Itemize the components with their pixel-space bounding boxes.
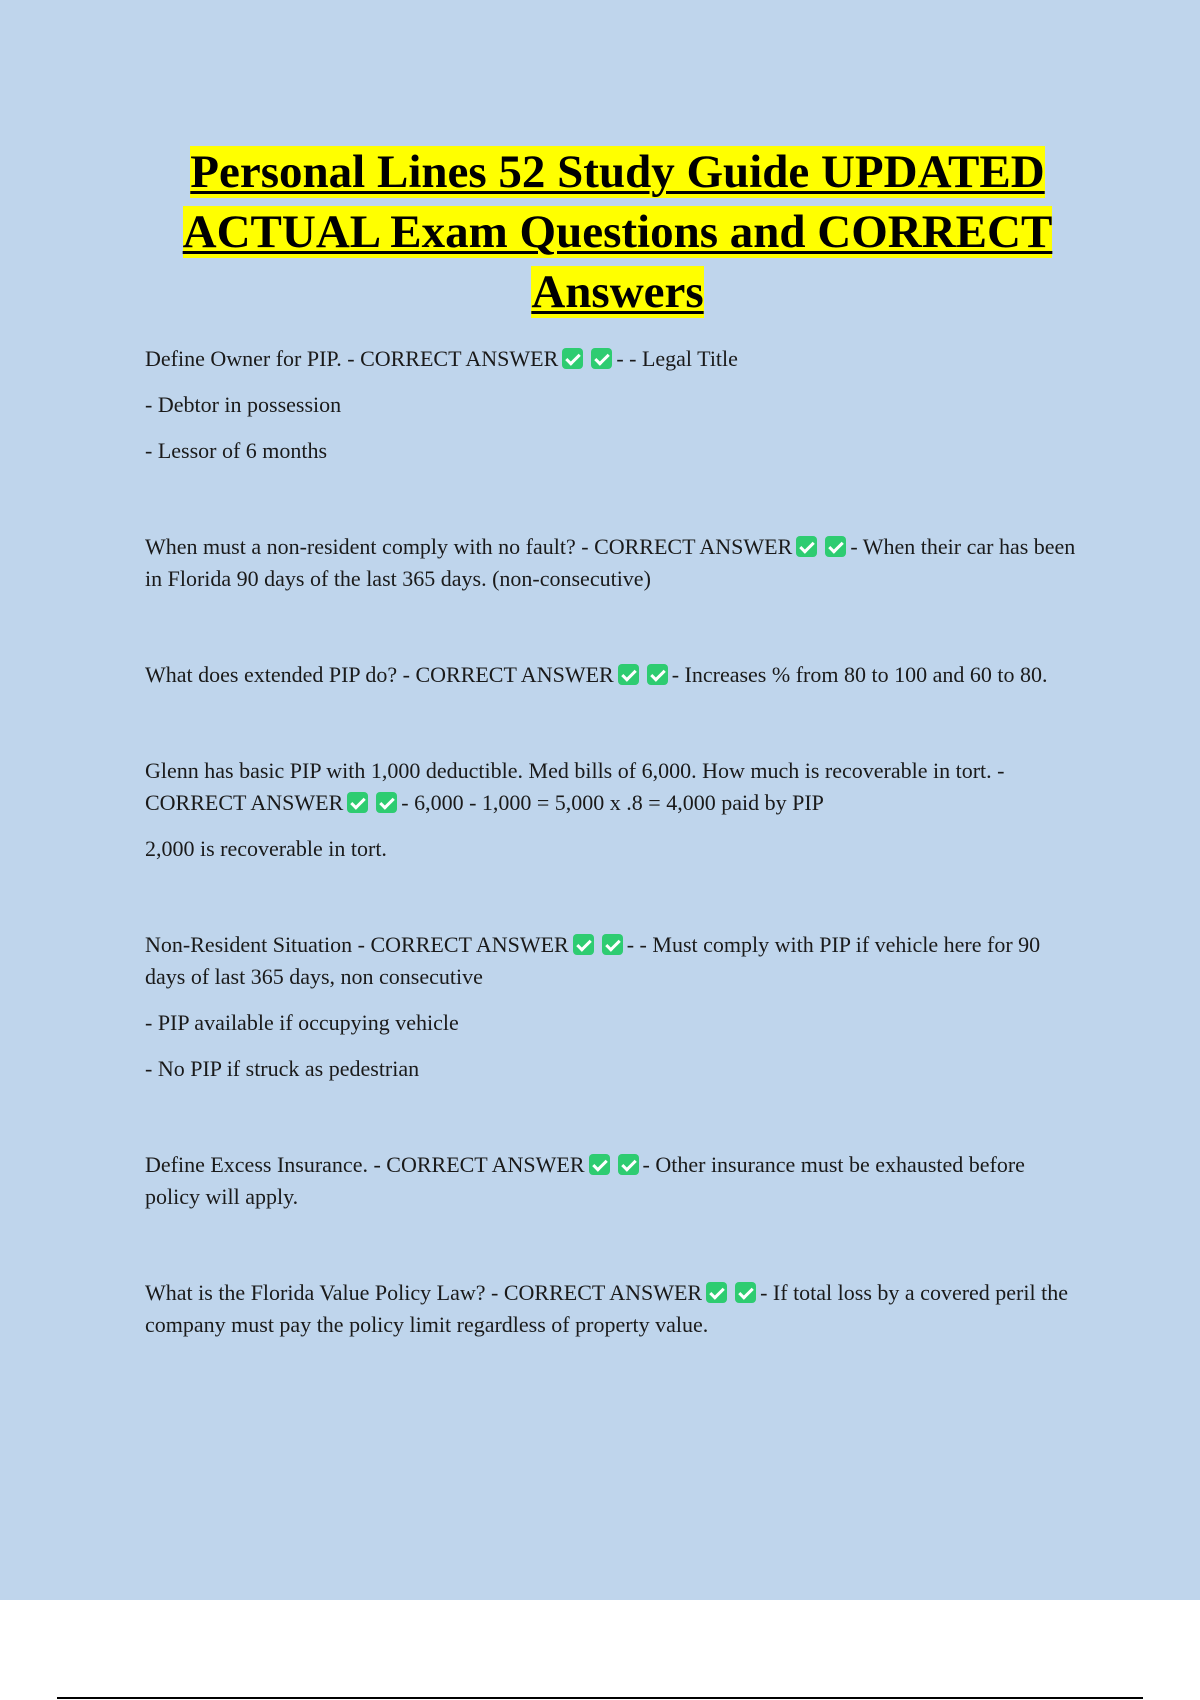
answer-detail-line: 2,000 is recoverable in tort.: [145, 836, 387, 861]
green-checkmark-icon: [573, 934, 594, 955]
answer-text: - Increases % from 80 to 100 and 60 to 80.: [671, 662, 1048, 687]
qa-question-line: [145, 929, 1085, 993]
green-checkmark-icon: [706, 1282, 727, 1303]
green-checkmark-icon: [618, 664, 639, 685]
green-checkmark-icon: [602, 934, 623, 955]
green-checkmark-icon: [591, 348, 612, 369]
question-text: When must a non-resident comply with no fault? -: [145, 534, 595, 559]
green-checkmark-icon: [735, 1282, 756, 1303]
qa-item: [145, 531, 1085, 595]
correct-answer-label: CORRECT ANSWER: [594, 534, 793, 559]
answer-detail-line: - PIP available if occupying vehicle: [145, 1010, 459, 1035]
qa-item: [145, 343, 1085, 467]
question-text: What is the Florida Value Policy Law? -: [145, 1280, 504, 1305]
answer-text: - If total loss by a covered peril the company must pay the policy limit regardless of property value.: [145, 1280, 1068, 1337]
qa-question-line: [145, 1277, 1085, 1341]
qa-item: [145, 1149, 1085, 1213]
answer-text: - - Legal Title: [616, 346, 738, 371]
question-text: Define Excess Insurance. -: [145, 1152, 387, 1177]
green-checkmark-icon: [562, 348, 583, 369]
correct-answer-label: CORRECT ANSWER: [370, 932, 569, 957]
green-checkmark-icon: [647, 664, 668, 685]
green-checkmark-icon: [796, 536, 817, 557]
qa-question-line: [145, 1149, 1085, 1213]
correct-answer-label: CORRECT ANSWER: [360, 346, 559, 371]
answer-text: - When their car has been in Florida 90 days of the last 365 days. (non-consecutive): [145, 534, 1076, 591]
answer-detail-line: - No PIP if struck as pedestrian: [145, 1056, 420, 1081]
qa-item: [145, 929, 1085, 1085]
document-title: [120, 142, 1115, 322]
question-text: Define Owner for PIP. -: [145, 346, 361, 371]
question-text: Non-Resident Situation -: [145, 932, 371, 957]
qa-list: [145, 343, 1085, 1405]
correct-answer-label: CORRECT ANSWER: [415, 662, 614, 687]
correct-answer-label: CORRECT ANSWER: [386, 1152, 585, 1177]
green-checkmark-icon: [589, 1154, 610, 1175]
question-text: What does extended PIP do? -: [145, 662, 416, 687]
green-checkmark-icon: [825, 536, 846, 557]
answer-text: - Other insurance must be exhausted before policy will apply.: [145, 1152, 1025, 1209]
qa-item: [145, 659, 1085, 691]
green-checkmark-icon: [376, 792, 397, 813]
qa-question-line: [145, 659, 1085, 691]
qa-question-line: [145, 531, 1085, 595]
answer-text: - 6,000 - 1,000 = 5,000 x .8 = 4,000 paid by PIP: [401, 790, 824, 815]
green-checkmark-icon: [347, 792, 368, 813]
question-text: Glenn has basic PIP with 1,000 deductible. Med bills of 6,000. How much is recoverable in tort. -: [145, 758, 1005, 783]
correct-answer-label: CORRECT ANSWER: [145, 790, 344, 815]
qa-question-line: [145, 343, 1085, 375]
document-title-text: Personal Lines 52 Study Guide UPDATED ACTUAL Exam Questions and CORRECT Answers: [182, 146, 1053, 318]
answer-text: - - Must comply with PIP if vehicle here for 90 days of last 365 days, non consecutive: [145, 932, 1041, 989]
green-checkmark-icon: [618, 1154, 639, 1175]
qa-question-line: [145, 755, 1085, 819]
qa-item: [145, 1277, 1085, 1341]
correct-answer-label: CORRECT ANSWER: [503, 1280, 703, 1305]
answer-detail-line: - Lessor of 6 months: [145, 438, 328, 463]
answer-detail-line: - Debtor in possession: [145, 392, 342, 417]
qa-item: [145, 755, 1085, 865]
footer-divider: [57, 1697, 1143, 1699]
